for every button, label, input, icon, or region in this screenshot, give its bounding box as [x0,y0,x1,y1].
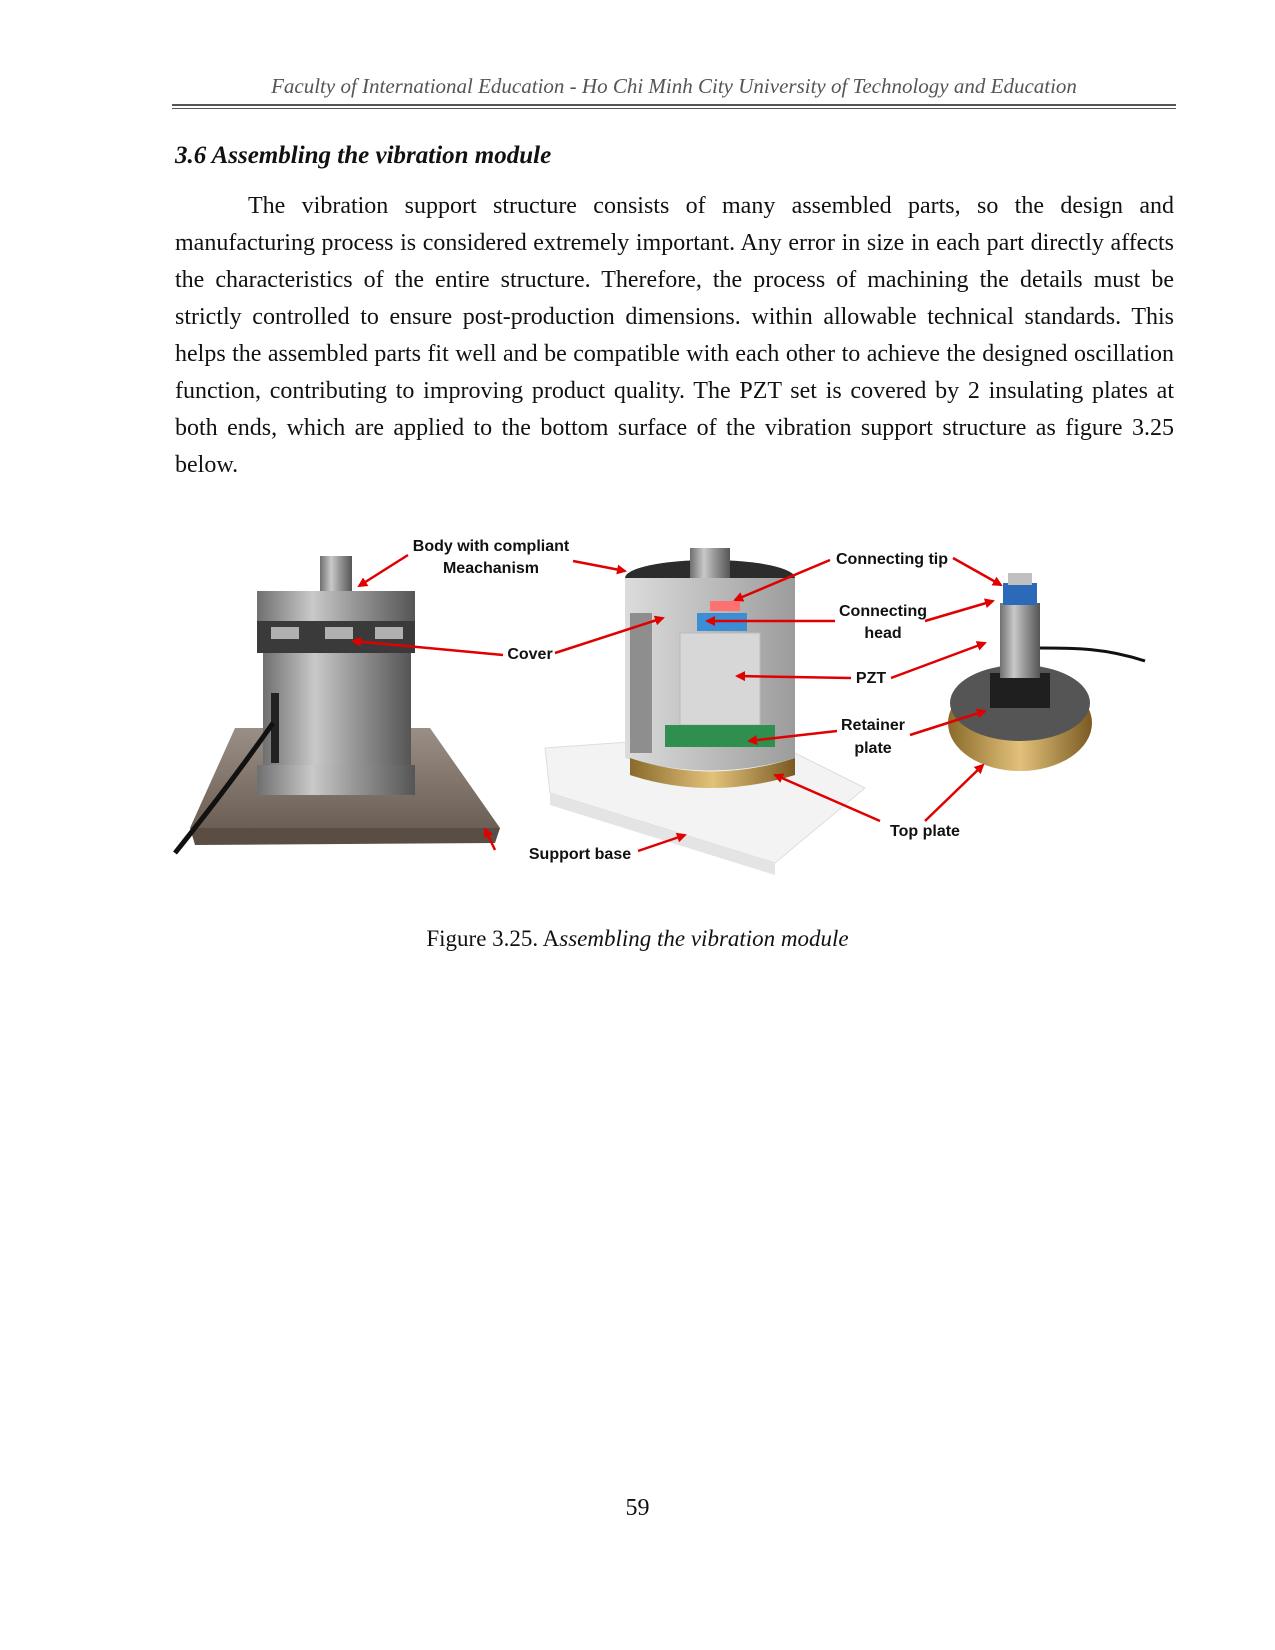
label-connecting-head-line1: Connecting [839,603,927,620]
figure-caption [0,926,1275,952]
caption-title: ssembling the vibration module [559,926,849,951]
running-header: Faculty of International Education - Ho Chi Minh City University of Technology and Education [271,74,1077,98]
label-cover: Cover [507,646,553,663]
render-cutaway-module [545,548,865,875]
label-support-base: Support base [528,846,632,863]
header-rule [172,104,1176,106]
header-rule-thin [172,108,1176,109]
label-top-plate: Top plate [890,823,960,840]
label-retainer-line2: plate [854,740,892,757]
page-number: 59 [625,1495,650,1521]
label-connecting-head-line2: head [864,625,902,642]
label-body-line2: Meachanism [442,560,540,577]
label-connecting-tip: Connecting tip [836,551,948,568]
photo-assembled-module [175,556,500,853]
label-body-line1: Body with compliant [412,538,570,555]
photo-sensor-flange [948,573,1145,771]
caption-prefix: Figure 3.25. A [426,926,560,951]
label-pzt: PZT [855,670,887,687]
figure-vibration-module [175,538,1190,908]
label-retainer-line1: Retainer [840,717,906,734]
body-paragraph: The vibration support structure consists of many assembled parts, so the design and manufacturing process is considered extremely important. Any error in size in each part directly affects the characteristics of the entire structure. Therefore, the process of machining the details must be strictly controlled to ensure post-production dimensions. within allowable technical standards. This helps the assembled parts fit well and be compatible with each other to achieve the designed oscillation function, contributing to improving product quality. The PZT set is covered by 2 insulating plates at both ends, which are applied to the bottom surface of the vibration support structure as figure 3.25 below. [175,193,1174,478]
section-title: 3.6 Assembling the vibration module [175,142,552,169]
